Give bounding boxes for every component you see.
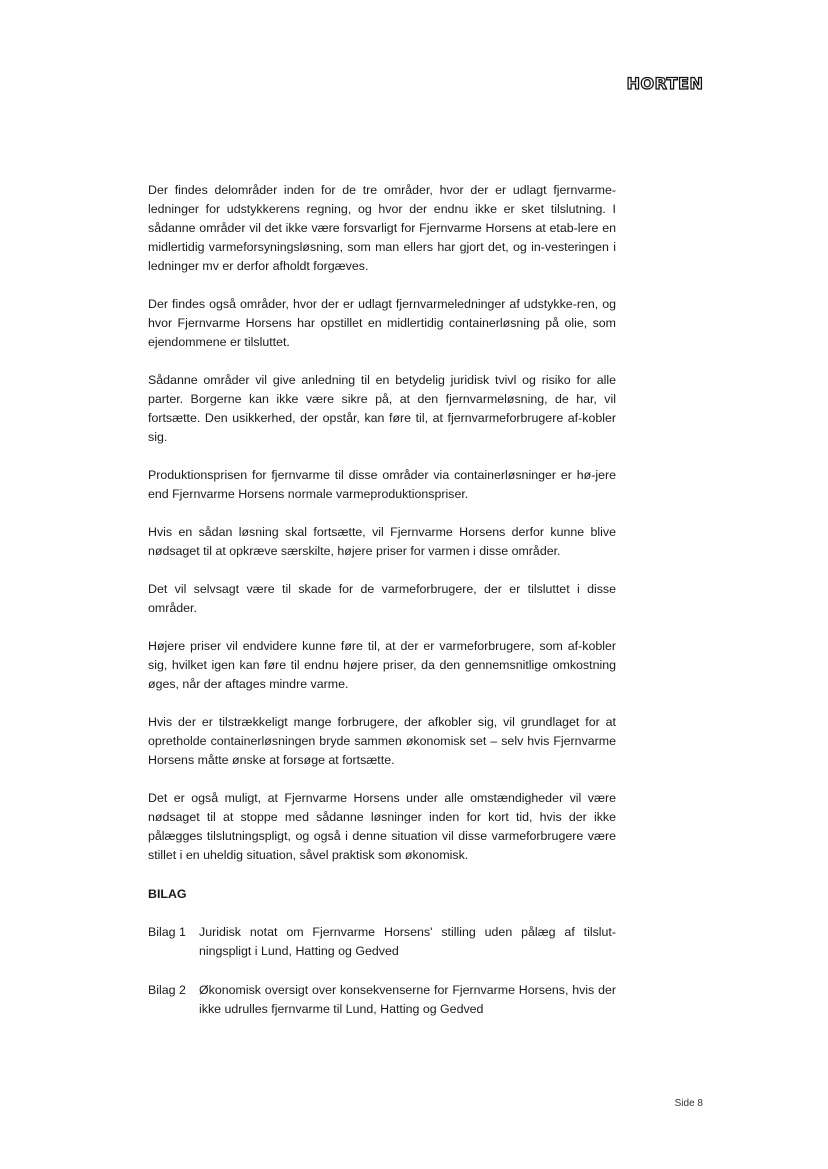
paragraph: Det vil selvsagt være til skade for de varmeforbrugere, der er tilsluttet i disse områder. <box>148 582 616 615</box>
paragraph: Hvis en sådan løsning skal fortsætte, vil Fjernvarme Horsens derfor kunne blive nødsaget til at opkræve særskilte, højere priser for varmen i disse områder. <box>148 525 616 558</box>
paragraph: Det er også muligt, at Fjernvarme Horsens under alle omstændigheder vil være nødsaget til at stoppe med sådanne løsninger inden for kort tid, hvis der ikke pålægges tilslutningspligt, og også i denne situation vil disse varmeforbrugere være stillet i en uheldig situation, såvel praktisk som økonomisk. <box>148 791 616 862</box>
logo-lettering: HORTEN <box>626 74 704 93</box>
document-body <box>148 181 616 1039</box>
horten-logo <box>624 74 706 93</box>
paragraph: Der findes delområder inden for de tre områder, hvor der er udlagt fjernvarme-ledninger for udstykkerens regning, og hvor der endnu ikke er sket tilslutning. I sådanne områder vil det ikke være forsvarligt for Fjernvarme Horsens at etab-lere en midlertidig varmeforsyningsløsning, som man ellers har gjort det, og in-vesteringen i ledninger mv er derfor afholdt forgæves. <box>148 183 616 273</box>
paragraph: Højere priser vil endvidere kunne føre til, at der er varmeforbrugere, som af-kobler sig, hvilket igen kan føre til endnu højere priser, da den gennemsnitlige omkostning øges, når der aftages mindre varme. <box>148 639 616 691</box>
page-number: Side 8 <box>674 1098 703 1109</box>
paragraph: Sådanne områder vil give anledning til en betydelig juridisk tvivl og risiko for alle parter. Borgerne kan ikke være sikre på, at den fjernvarmeløsning, de har, vil fortsætte. Den usikkerhed, der opstår, kan føre til, at fjernvarmeforbrugere af-kobler sig. <box>148 373 616 444</box>
appendix-heading: BILAG <box>148 887 187 901</box>
paragraph: Der findes også områder, hvor der er udlagt fjernvarmeledninger af udstykke-ren, og hvor Fjernvarme Horsens har opstillet en midlertidig containerløsning på olie, som ejendommene er tilsluttet. <box>148 297 616 349</box>
appendix-text: Økonomisk oversigt over konsekvenserne for Fjernvarme Horsens, hvis der ikke udrulles fjernvarme til Lund, Hatting og Gedved <box>199 983 616 1016</box>
horten-logo-mark <box>624 74 706 93</box>
appendix-label: Bilag 1 <box>148 925 186 939</box>
appendix-item <box>148 981 616 1019</box>
appendix-label: Bilag 2 <box>148 983 186 997</box>
appendix-item <box>148 923 616 961</box>
paragraph: Produktionsprisen for fjernvarme til disse områder via containerløsninger er hø-jere end Fjernvarme Horsens normale varmeproduktionspriser. <box>148 468 616 501</box>
appendix-text: Juridisk notat om Fjernvarme Horsens' stilling uden pålæg af tilslut-ningspligt i Lund, Hatting og Gedved <box>199 925 616 958</box>
paragraph: Hvis der er tilstrækkeligt mange forbrugere, der afkobler sig, vil grundlaget for at opretholde containerløsningen bryde sammen økonomisk set – selv hvis Fjernvarme Horsens måtte ønske at forsøge at fortsætte. <box>148 715 616 767</box>
